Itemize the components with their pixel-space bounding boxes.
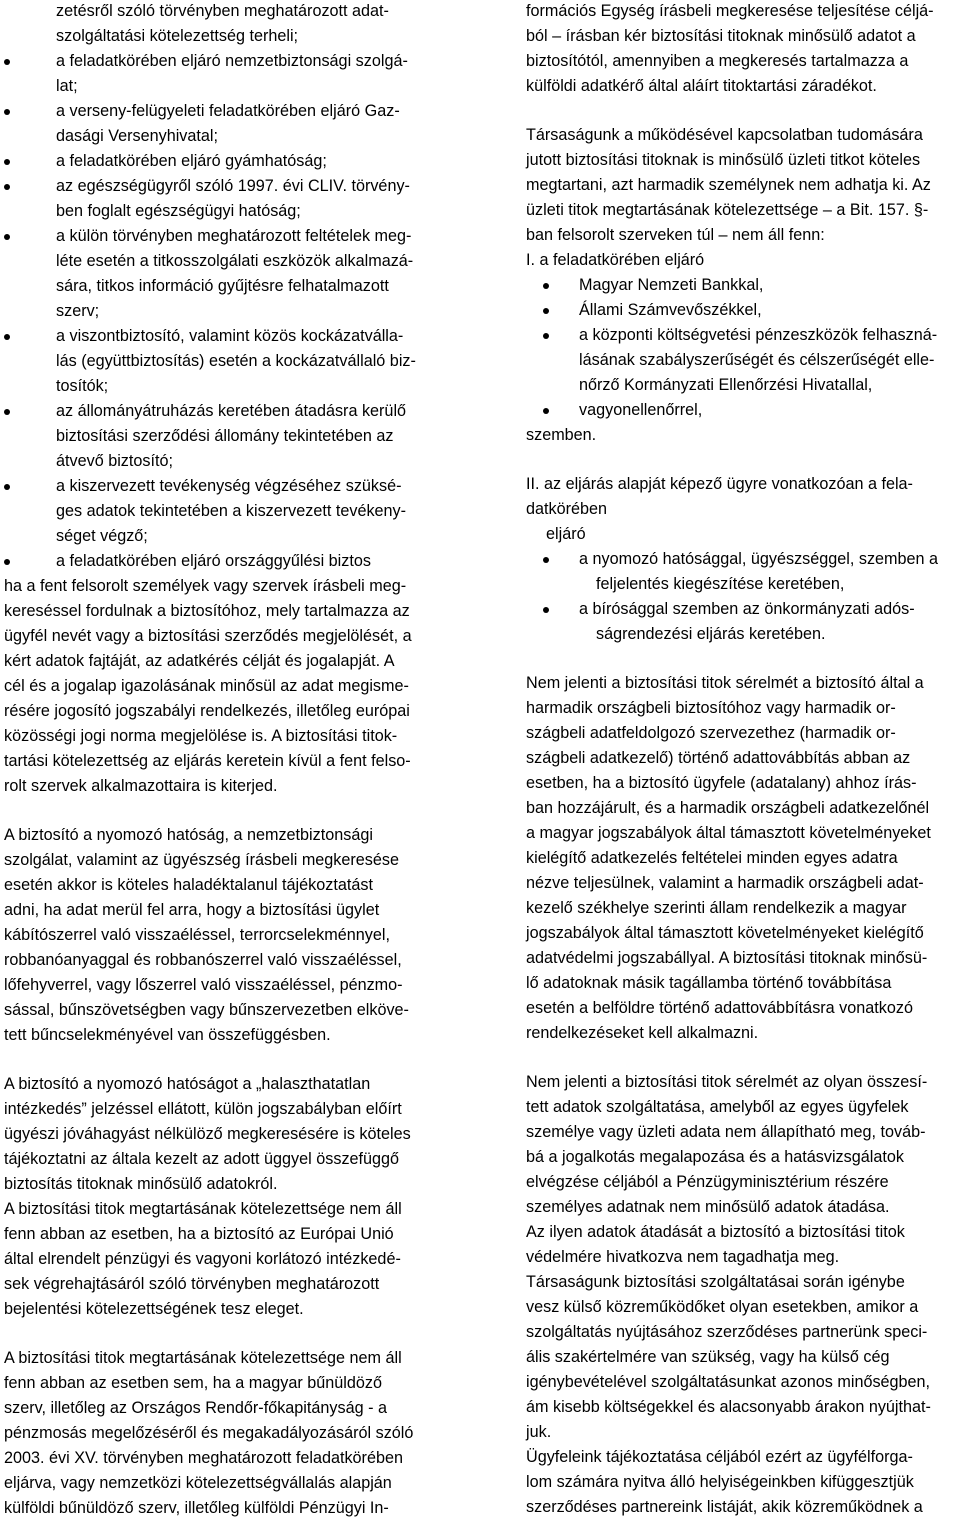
text-line: lat; (56, 77, 78, 95)
text-line: ges adatok tekintetében a kiszervezett tevékeny- (56, 502, 407, 520)
text-line: bejelentési kötelezettségének tesz eleget. (4, 1300, 304, 1318)
text-line: lom számára nyitva álló helyiségeinkben kifüggesztjük (526, 1473, 914, 1491)
text-line: 2003. évi XV. törvényben meghatározott feladatkörében (4, 1449, 403, 1467)
text-line: a verseny-felügyeleti feladatkörében eljáró Gaz- (56, 102, 400, 120)
text-line: kereséssel fordulnak a biztosítóhoz, mely tartalmazza az (4, 602, 410, 620)
text-line: az állományátruházás keretében átadásra kerülő (56, 402, 407, 420)
bullet-icon (543, 557, 549, 563)
text-line: ális szakértelmére van szükség, vagy ha külső cég (526, 1348, 890, 1366)
text-line: eljáró (546, 525, 586, 543)
text-line: A biztosító a nyomozó hatóságot a „halaszthatatlan (4, 1075, 371, 1093)
bullet-icon (543, 333, 549, 339)
text-line: tett adatok szolgáltatása, amelyből az egyes ügyfelek (526, 1098, 909, 1116)
text-line: kért adatok fajtáját, az adatkérés célját és jogalapját. A (4, 652, 395, 670)
text-line: robbanóanyaggal és robbanószerrel való visszaéléssel, (4, 951, 402, 969)
text-line: esetben, ha a biztosító ügyfele (adatalany) ahhoz írás- (526, 774, 917, 792)
text-line: vesz külső közreműködőket olyan esetekben, amikor a (526, 1298, 919, 1316)
text-line: jutott biztosítási titoknak is minősülő üzleti titkot köteles (526, 151, 921, 169)
text-line: szágbeli adatfeldolgozó szervezethez (harmadik or- (526, 724, 896, 742)
text-line: vagyonellenőrrel, (579, 401, 703, 419)
text-line: a feladatkörében eljáró nemzetbiztonsági szolgá- (56, 52, 408, 70)
text-line: személyes adatnak nem minősülő adatok átadása. (526, 1198, 890, 1216)
text-line: szolgáltatási kötelezettség terheli; (56, 27, 299, 45)
bullet-icon (4, 409, 10, 415)
text-line: védelmére hivatkozva nem tagadhatja meg. (526, 1248, 840, 1266)
text-line: szerv; (56, 302, 100, 320)
text-line: tosítók; (56, 377, 109, 395)
text-line: résére jogosító jogszabályi rendelkezés, illetőleg európai (4, 702, 410, 720)
text-line: pénzmosás megelőzéséről és megakadályozásáról szóló (4, 1424, 414, 1442)
text-line: Magyar Nemzeti Bankkal, (579, 276, 764, 294)
text-line: tett bűncselekményével van összefüggésben. (4, 1026, 331, 1044)
text-line: fenn abban az esetben sem, ha a magyar bűnüldöző (4, 1374, 382, 1392)
text-line: Társaságunk biztosítási szolgáltatásai során igénybe (526, 1273, 905, 1291)
text-line: ügyfél nevét vagy a biztosítási szerződés megjelölését, a (4, 627, 412, 645)
text-line: feljelentés kiegészítése keretében, (596, 575, 845, 593)
text-line: rendelkezéseket kell alkalmazni. (526, 1024, 759, 1042)
text-line: tájékoztatni az általa kezelt az adott üggyel összefüggő (4, 1150, 400, 1168)
text-line: jogszabályok által támasztott követelményeket kielégítő (526, 924, 924, 942)
bullet-icon (4, 234, 10, 240)
text-line: dasági Versenyhivatal; (56, 127, 218, 145)
text-line: intézkedés” jelzéssel ellátott, külön jogszabályban előírt (4, 1100, 402, 1118)
text-line: tartási kötelezettség az eljárás keretein kívül a fent felso- (4, 752, 411, 770)
text-line: A biztosítási titok megtartásának kötelezettsége nem áll (4, 1200, 402, 1218)
text-line: a viszontbiztosító, valamint közös kockázatválla- (56, 327, 404, 345)
text-line: Állami Számvevőszékkel, (579, 301, 762, 319)
text-line: ám kisebb költségekkel és alacsonyabb árakon nyújthat- (526, 1398, 931, 1416)
bullet-icon (543, 408, 549, 414)
text-line: adatvédelmi jogszabállyal. A biztosítási titoknak minősü- (526, 949, 928, 967)
bullet-icon (4, 109, 10, 115)
text-line: séget végző; (56, 527, 148, 545)
text-line: szerződéses partnereink listáját, akik közreműködnek a (526, 1498, 923, 1516)
text-line: bá a jogalkotás megalapozása és a hatásvizsgálatok (526, 1148, 904, 1166)
text-line: a magyar jogszabályok által támasztott követelményeket (526, 824, 931, 842)
text-line: juk. (526, 1423, 552, 1441)
text-line: Ügyfeleink tájékoztatása céljából ezért az ügyfélforga- (526, 1448, 913, 1466)
text-line: szolgáltatás nyújtásához szerződéses partnerünk speci- (526, 1323, 928, 1341)
bullet-icon (4, 334, 10, 340)
text-line: ben foglalt egészségügyi hatóság; (56, 202, 301, 220)
text-line: biztosítási szerződési állomány tekintetében az (56, 427, 394, 445)
text-line: a központi költségvetési pénzeszközök felhaszná- (579, 326, 938, 344)
text-line: ból – írásban kér biztosítási titoknak minősülő adatot a (526, 27, 916, 45)
text-line: rolt szervek alkalmazottaira is kiterjed. (4, 777, 278, 795)
bullet-icon (4, 484, 10, 490)
text-line: lőfehyverrel, vagy lőszerrel való visszaéléssel, pénzmo- (4, 976, 403, 994)
bullet-icon (4, 59, 10, 65)
text-line: szolgálat, valamint az ügyészség írásbeli megkeresése (4, 851, 399, 869)
bullet-icon (4, 184, 10, 190)
text-line: esetén a belföldre történő adattovábbításra vonatkozó (526, 999, 913, 1017)
text-line: üzleti titok megtartásának kötelezettsége – a Bit. 157. §- (526, 201, 929, 219)
text-line: eljárva, vagy nemzetközi kötelezettségvállalás alapján (4, 1474, 392, 1492)
text-line: fenn abban az esetben, ha a biztosító az Európai Unió (4, 1225, 394, 1243)
bullet-icon (4, 159, 10, 165)
text-line: sek végrehajtásáról szóló törvényben meghatározott (4, 1275, 380, 1293)
text-line: A biztosító a nyomozó hatóság, a nemzetbiztonsági (4, 826, 373, 844)
text-line: ban hozzájárult, és a harmadik országbeli adatkezelőnél (526, 799, 930, 817)
text-line: Nem jelenti a biztosítási titok sérelmét az olyan összesí- (526, 1073, 928, 1091)
text-line: sára, titkos információ gyűjtésre felhatalmazott (56, 277, 389, 295)
text-line: a bírósággal szemben az önkormányzati adós- (579, 600, 915, 618)
text-line: Nem jelenti a biztosítási titok sérelmét a biztosító által a (526, 674, 924, 692)
text-line: cél és a jogalap igazolásának minősül az adat megisme- (4, 677, 409, 695)
text-line: a feladatkörében eljáró gyámhatóság; (56, 152, 327, 170)
text-line: igénybevételével szolgáltatásunkat azonos minőségben, (526, 1373, 931, 1391)
text-line: szágbeli adatkezelő) történő adattovábbítás abban az (526, 749, 911, 767)
text-line: sással, bűnszövetségben vagy bűnszervezetben elköve- (4, 1001, 409, 1019)
text-line: ha a fent felsorolt személyek vagy szervek írásbeli meg- (4, 577, 407, 595)
text-line: biztosítás titoknak minősülő adatokról. (4, 1175, 278, 1193)
text-line: biztosítótól, amennyiben a megkeresés tartalmazza a (526, 52, 909, 70)
text-line: kábítószerrel való visszaéléssel, terrorcselekménnyel, (4, 926, 390, 944)
text-line: ban felsorolt szerveken túl – nem áll fenn: (526, 226, 825, 244)
text-line: Társaságunk a működésével kapcsolatban tudomására (526, 126, 923, 144)
text-line: adni, ha adat merül fel arra, hogy a biztosítási ügylet (4, 901, 380, 919)
text-line: a kiszervezett tevékenység végzéséhez szüksé- (56, 477, 402, 495)
text-line: kezelő székhelye szerinti állam rendelkezik a magyar (526, 899, 907, 917)
text-line: a külön törvényben meghatározott feltételek meg- (56, 227, 412, 245)
text-line: külföldi bűnüldöző szerv, illetőleg külföldi Pénzügyi In- (4, 1499, 389, 1517)
text-line: elvégzése céljából a Pénzügyminisztérium részére (526, 1173, 889, 1191)
text-line: I. a feladatkörében eljáró (526, 251, 705, 269)
text-line: léte esetén a titkosszolgálati eszközök alkalmazá- (56, 252, 414, 270)
text-line: zetésről szóló törvényben meghatározott adat- (56, 2, 389, 20)
text-line: lő adatoknak másik tagállamba történő továbbítása (526, 974, 892, 992)
text-line: közösségi jogi norma megjelölése is. A biztosítási titok- (4, 727, 398, 745)
text-line: harmadik országbeli biztosítóhoz vagy harmadik or- (526, 699, 896, 717)
text-line: esetén akkor is köteles haladéktalanul tájékoztatást (4, 876, 373, 894)
text-line: ügyészi jóváhagyást nélkülöző megkeresésére is köteles (4, 1125, 411, 1143)
text-line: ságrendezési eljárás keretében. (596, 625, 826, 643)
text-line: nézve teljesülnek, valamint a harmadik országbeli adat- (526, 874, 924, 892)
bullet-icon (543, 308, 549, 314)
text-line: A biztosítási titok megtartásának kötelezettsége nem áll (4, 1349, 402, 1367)
text-line: a nyomozó hatósággal, ügyészséggel, szemben a (579, 550, 939, 568)
text-line: nőrző Kormányzati Ellenőrzési Hivatallal, (579, 376, 873, 394)
bullet-icon (543, 283, 549, 289)
text-line: szemben. (526, 426, 597, 444)
text-line: lásának szabályszerűségét és célszerűségét elle- (579, 351, 935, 369)
bullet-icon (4, 559, 10, 565)
text-line: II. az eljárás alapját képező ügyre vonatkozóan a fela- (526, 475, 913, 493)
text-line: átvevő biztosító; (56, 452, 173, 470)
text-line: szerv, illetőleg az Országos Rendőr-főkapitányság - a (4, 1399, 387, 1417)
text-line: személye vagy üzleti adata nem állapítható meg, továb- (526, 1123, 926, 1141)
text-line: formációs Egység írásbeli megkeresése teljesítése céljá- (526, 2, 934, 20)
text-line: külföldi adatkérő által aláírt titoktartási záradékot. (526, 77, 877, 95)
bullet-icon (543, 607, 549, 613)
text-line: lás (együttbiztosítás) esetén a kockázatvállaló biz- (56, 352, 416, 370)
text-line: által elrendelt pénzügyi és vagyoni korlátozó intézkedé- (4, 1250, 401, 1268)
text-line: megtartani, azt harmadik személynek nem adhatja ki. Az (526, 176, 931, 194)
text-line: Az ilyen adatok átadását a biztosító a biztosítási titok (526, 1223, 905, 1241)
text-line: datkörében (526, 500, 608, 518)
text-line: a feladatkörében eljáró országgyűlési biztos (56, 552, 371, 570)
text-line: kielégítő adatkezelés feltételei minden egyes adatra (526, 849, 898, 867)
text-line: az egészségügyről szóló 1997. évi CLIV. törvény- (56, 177, 410, 195)
